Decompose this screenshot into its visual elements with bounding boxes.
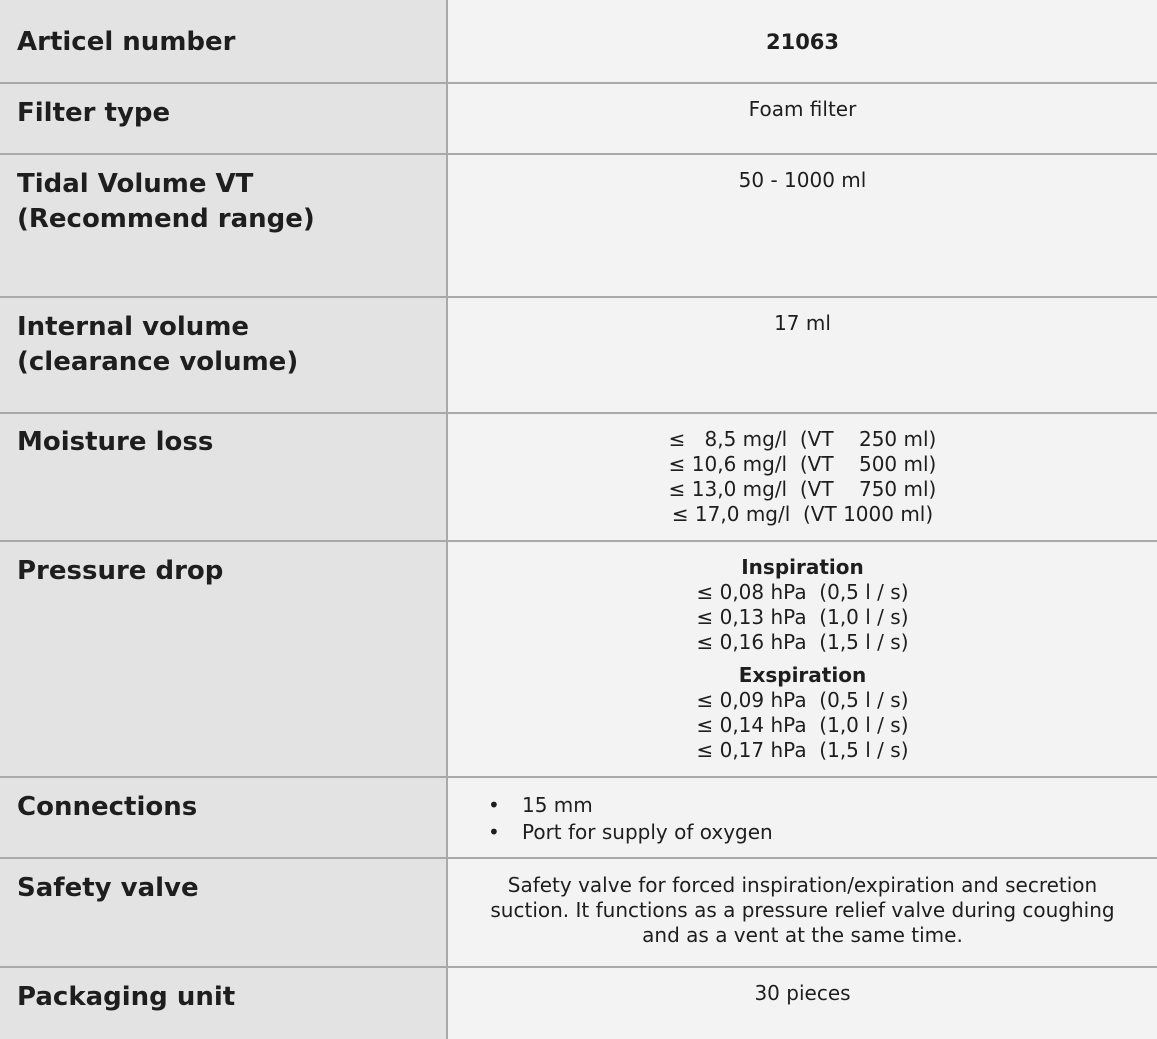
moisture-loss-line: ≤ 17,0 mg/l (VT 1000 ml) [671, 502, 934, 526]
label-moisture-loss: Moisture loss [17, 427, 214, 457]
value-cell [448, 84, 1157, 153]
bullet-icon: • [488, 820, 500, 844]
label-filter-type: Filter type [17, 98, 171, 128]
value-cell [448, 298, 1157, 412]
bullet-icon: • [488, 793, 500, 817]
connection-item: Port for supply of oxygen [522, 820, 773, 844]
moisture-loss-line: ≤ 13,0 mg/l (VT 750 ml) [668, 477, 937, 501]
pressure-line: ≤ 0,08 hPa (0,5 l / s) [696, 580, 909, 604]
label-cell [0, 859, 448, 966]
row-connections [0, 776, 1157, 857]
value-safety-valve: Safety valve for forced inspiration/expiration and secretion suction. It functions as a pressure relief valve during coughing and as a vent at the same time. [490, 873, 1115, 947]
row-article-number [0, 0, 1157, 82]
value-cell [448, 968, 1157, 1039]
pressure-line: ≤ 0,13 hPa (1,0 l / s) [696, 605, 909, 629]
value-internal-volume: 17 ml [774, 311, 831, 335]
label-packaging-unit: Packaging unit [17, 982, 236, 1012]
label-cell [0, 968, 448, 1039]
value-cell [448, 859, 1157, 966]
value-cell [448, 0, 1157, 82]
label-connections: Connections [17, 792, 198, 822]
value-cell [448, 414, 1157, 540]
pressure-line: ≤ 0,09 hPa (0,5 l / s) [696, 688, 909, 712]
row-tidal-volume [0, 153, 1157, 296]
list-item [448, 792, 1157, 819]
connections-list [448, 792, 1157, 846]
pressure-line: ≤ 0,14 hPa (1,0 l / s) [696, 713, 909, 737]
value-cell [448, 542, 1157, 776]
label-internal-volume: Internal volume [17, 312, 250, 342]
value-cell [448, 155, 1157, 296]
inspiration-group [448, 555, 1157, 655]
exspiration-heading: Exspiration [738, 663, 867, 687]
moisture-loss-line: ≤ 8,5 mg/l (VT 250 ml) [668, 427, 937, 451]
row-internal-volume [0, 296, 1157, 412]
pressure-line: ≤ 0,17 hPa (1,5 l / s) [696, 738, 909, 762]
row-moisture-loss [0, 412, 1157, 540]
value-tidal-volume: 50 - 1000 ml [738, 168, 867, 192]
label-cell [0, 84, 448, 153]
label-cell [0, 542, 448, 776]
label-article-number: Articel number [17, 27, 236, 57]
label-cell [0, 778, 448, 857]
label-pressure-drop: Pressure drop [17, 556, 224, 586]
pressure-line: ≤ 0,16 hPa (1,5 l / s) [696, 630, 909, 654]
value-filter-type: Foam filter [748, 97, 857, 121]
value-cell [448, 778, 1157, 857]
row-packaging-unit [0, 966, 1157, 1039]
label-cell [0, 298, 448, 412]
label-cell [0, 155, 448, 296]
row-filter-type [0, 82, 1157, 153]
label-cell [0, 0, 448, 82]
value-article-number: 21063 [765, 30, 840, 54]
row-pressure-drop [0, 540, 1157, 776]
row-safety-valve [0, 857, 1157, 966]
label-tidal-volume-sub: (Recommend range) [17, 204, 315, 234]
label-internal-volume-sub: (clearance volume) [17, 347, 299, 377]
label-safety-valve: Safety valve [17, 873, 199, 903]
list-item [448, 819, 1157, 846]
connection-item: 15 mm [522, 793, 593, 817]
label-cell [0, 414, 448, 540]
value-packaging-unit: 30 pieces [754, 981, 851, 1005]
moisture-loss-line: ≤ 10,6 mg/l (VT 500 ml) [668, 452, 937, 476]
label-tidal-volume: Tidal Volume VT [17, 169, 254, 199]
exspiration-group [448, 663, 1157, 763]
inspiration-heading: Inspiration [741, 555, 864, 579]
